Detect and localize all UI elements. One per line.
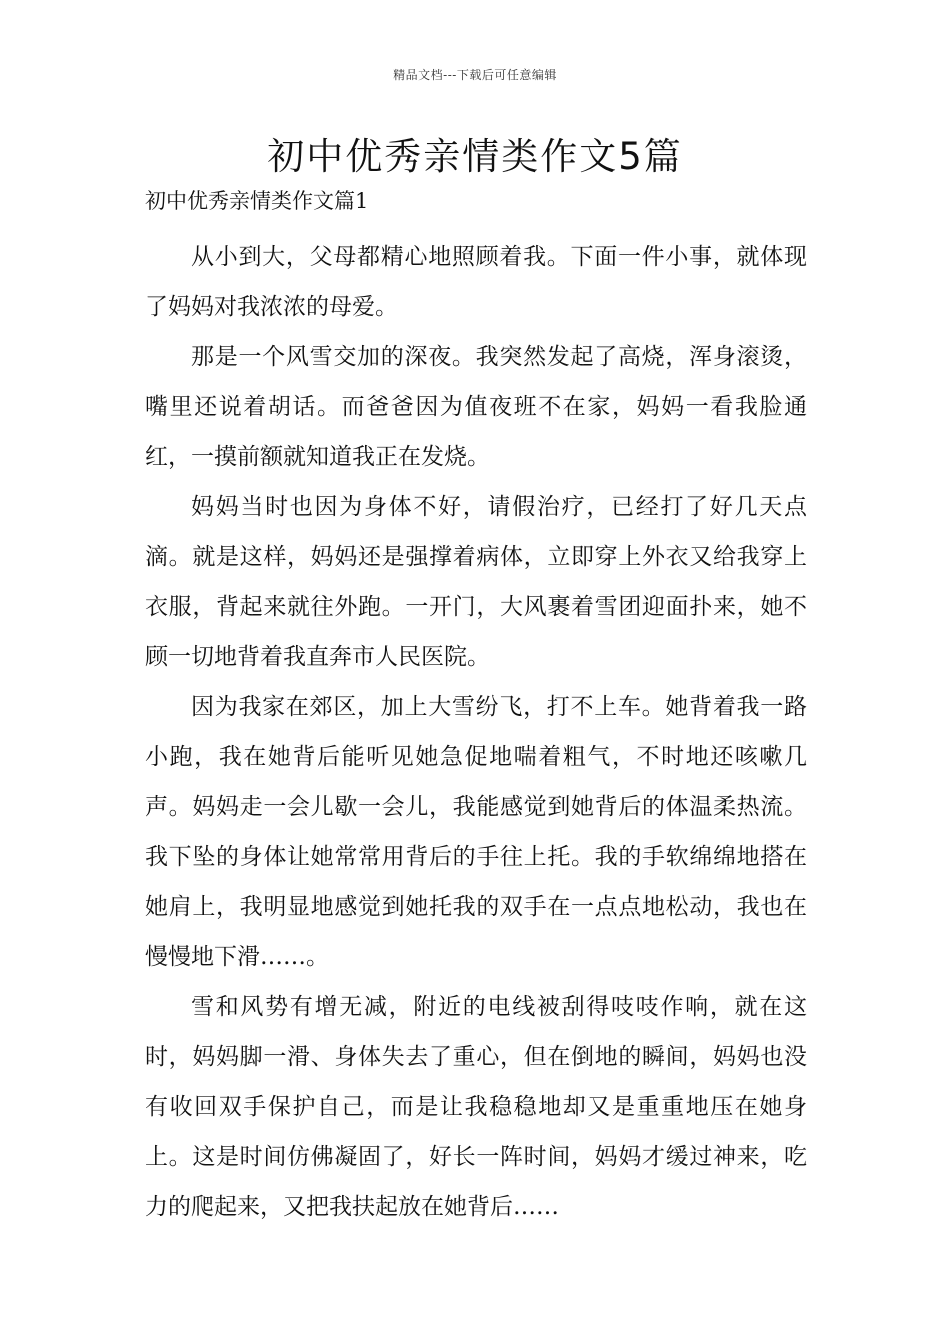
paragraph: 妈妈当时也因为身体不好，请假治疗，已经打了好几天点滴。就是这样，妈妈还是强撑着病体，立即穿上外衣又给我穿上衣服，背起来就往外跑。一开门，大风裹着雪团迎面扑来，她不顾一切地背着我直奔市人民医院。 [145, 494, 807, 670]
paragraph: 从小到大，父母都精心地照顾着我。下面一件小事，就体现了妈妈对我浓浓的母爱。 [145, 244, 807, 320]
document-body [145, 182, 807, 1232]
header-note: 精品文档---下载后可任意编辑 [393, 68, 557, 82]
paragraph: 雪和风势有增无减，附近的电线被刮得吱吱作响，就在这时，妈妈脚一滑、身体失去了重心，但在倒地的瞬间，妈妈也没有收回双手保护自己，而是让我稳稳地却又是重重地压在她身上。这是时间仿佛凝固了，好长一阵时间，妈妈才缓过神来，吃力的爬起来，又把我扶起放在她背后…… [145, 994, 807, 1220]
paragraph: 那是一个风雪交加的深夜。我突然发起了高烧，浑身滚烫，嘴里还说着胡话。而爸爸因为值夜班不在家，妈妈一看我脸通红，一摸前额就知道我正在发烧。 [145, 344, 807, 470]
document-title: 初中优秀亲情类作文5篇 [267, 135, 683, 178]
section-heading: 初中优秀亲情类作文篇1 [145, 189, 369, 213]
paragraph: 因为我家在郊区，加上大雪纷飞，打不上车。她背着我一路小跑，我在她背后能听见她急促地喘着粗气，不时地还咳嗽几声。妈妈走一会儿歇一会儿，我能感觉到她背后的体温柔热流。我下坠的身体让她常常用背后的手往上托。我的手软绵绵地搭在她肩上，我明显地感觉到她托我的双手在一点点地松动，我也在慢慢地下滑……。 [145, 694, 807, 970]
